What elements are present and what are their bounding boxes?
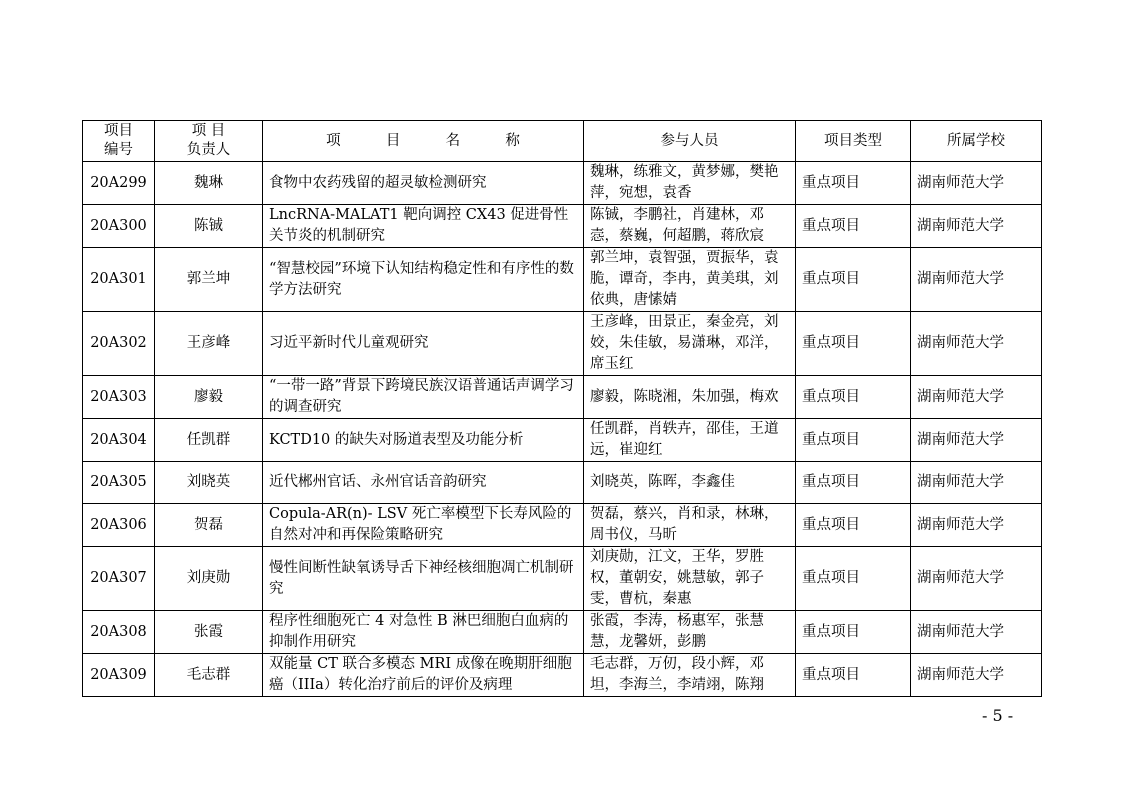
project-members: 毛志群，万仞，段小辉，邓坦，李海兰，李靖翊，陈翔	[584, 654, 796, 697]
project-leader: 张霞	[155, 611, 263, 654]
project-school: 湖南师范大学	[911, 611, 1042, 654]
project-name: Copula-AR(n)- LSV 死亡率模型下长寿风险的自然对冲和再保险策略研究	[263, 504, 584, 547]
project-school: 湖南师范大学	[911, 162, 1042, 205]
project-school: 湖南师范大学	[911, 654, 1042, 697]
project-name: “智慧校园”环境下认知结构稳定性和有序性的数学方法研究	[263, 248, 584, 312]
header-type	[796, 121, 911, 162]
table-header	[83, 121, 1042, 162]
table-row	[83, 248, 1042, 312]
header-leader-text: 项 目 负责人	[186, 123, 231, 158]
table-row	[83, 611, 1042, 654]
project-members: 刘庚勋，江文，王华，罗胜权，董朝安，姚慧敏，郭子雯，曹杭，秦惠	[584, 547, 796, 611]
project-members: 陈铖，李鹏社，肖建林，邓悫，蔡巍，何超鹏，蒋欣宸	[584, 205, 796, 248]
header-name	[263, 121, 584, 162]
header-leader	[155, 121, 263, 162]
project-leader: 陈铖	[155, 205, 263, 248]
project-type: 重点项目	[796, 504, 911, 547]
project-leader: 魏琳	[155, 162, 263, 205]
header-name-text: 项 目 名 称	[326, 132, 520, 149]
project-code: 20A308	[83, 611, 155, 654]
header-row	[83, 121, 1042, 162]
project-name: 程序性细胞死亡 4 对急性 B 淋巴细胞白血病的抑制作用研究	[263, 611, 584, 654]
project-type: 重点项目	[796, 312, 911, 376]
project-code: 20A303	[83, 376, 155, 419]
project-name: KCTD10 的缺失对肠道表型及功能分析	[263, 419, 584, 462]
header-code	[83, 121, 155, 162]
table-row	[83, 654, 1042, 697]
project-school: 湖南师范大学	[911, 312, 1042, 376]
project-leader: 王彦峰	[155, 312, 263, 376]
project-members: 廖毅，陈晓湘，朱加强，梅欢	[584, 376, 796, 419]
table-row	[83, 504, 1042, 547]
table-row	[83, 419, 1042, 462]
table-row	[83, 547, 1042, 611]
project-code: 20A302	[83, 312, 155, 376]
project-type: 重点项目	[796, 654, 911, 697]
project-type: 重点项目	[796, 462, 911, 504]
project-members: 张霞，李涛，杨惠军，张慧慧，龙馨妍，彭鹏	[584, 611, 796, 654]
project-code: 20A309	[83, 654, 155, 697]
project-school: 湖南师范大学	[911, 205, 1042, 248]
project-members: 贺磊，蔡兴，肖和录，林琳，周书仪，马昕	[584, 504, 796, 547]
project-type: 重点项目	[796, 611, 911, 654]
header-members-text: 参与人员	[660, 132, 719, 149]
project-name: 习近平新时代儿童观研究	[263, 312, 584, 376]
project-name: LncRNA-MALAT1 靶向调控 CX43 促进骨性关节炎的机制研究	[263, 205, 584, 248]
project-leader: 廖毅	[155, 376, 263, 419]
project-code: 20A300	[83, 205, 155, 248]
project-leader: 毛志群	[155, 654, 263, 697]
project-members: 郭兰坤，袁智强，贾振华，袁脆，谭奇，李冉，黄美琪，刘依典，唐愫婧	[584, 248, 796, 312]
project-code: 20A305	[83, 462, 155, 504]
project-leader: 任凯群	[155, 419, 263, 462]
project-code: 20A307	[83, 547, 155, 611]
table-row	[83, 205, 1042, 248]
project-school: 湖南师范大学	[911, 504, 1042, 547]
project-members: 任凯群，肖轶卉，邵佳，王道远，崔迎红	[584, 419, 796, 462]
table-row	[83, 376, 1042, 419]
table-row	[83, 162, 1042, 205]
project-school: 湖南师范大学	[911, 248, 1042, 312]
project-school: 湖南师范大学	[911, 376, 1042, 419]
project-name: 双能量 CT 联合多模态 MRI 成像在晚期肝细胞癌（IIIa）转化治疗前后的评价及病理	[263, 654, 584, 697]
project-members: 魏琳，练雅文，黄梦娜，樊艳萍，宛想，袁香	[584, 162, 796, 205]
project-members: 刘晓英，陈晖，李鑫佳	[584, 462, 796, 504]
project-members: 王彦峰，田景正，秦金亮，刘姣，朱佳敏，易潇琳，邓洋，席玉红	[584, 312, 796, 376]
project-code: 20A306	[83, 504, 155, 547]
project-name: “一带一路”背景下跨境民族汉语普通话声调学习的调查研究	[263, 376, 584, 419]
project-type: 重点项目	[796, 248, 911, 312]
project-leader: 郭兰坤	[155, 248, 263, 312]
project-type: 重点项目	[796, 205, 911, 248]
project-code: 20A299	[83, 162, 155, 205]
page-number: - 5 -	[982, 706, 1014, 725]
project-name: 慢性间断性缺氧诱导舌下神经核细胞凋亡机制研究	[263, 547, 584, 611]
project-leader: 刘庚勋	[155, 547, 263, 611]
project-name: 食物中农药残留的超灵敏检测研究	[263, 162, 584, 205]
project-leader: 刘晓英	[155, 462, 263, 504]
table-body	[83, 162, 1042, 697]
project-type: 重点项目	[796, 376, 911, 419]
project-school: 湖南师范大学	[911, 419, 1042, 462]
project-type: 重点项目	[796, 162, 911, 205]
header-members	[584, 121, 796, 162]
project-school: 湖南师范大学	[911, 462, 1042, 504]
project-code: 20A301	[83, 248, 155, 312]
header-type-text: 项目类型	[824, 132, 882, 149]
project-table	[82, 120, 1042, 697]
project-leader: 贺磊	[155, 504, 263, 547]
header-code-text: 项目 编号	[104, 123, 133, 158]
table-row	[83, 312, 1042, 376]
project-code: 20A304	[83, 419, 155, 462]
project-type: 重点项目	[796, 547, 911, 611]
header-school	[911, 121, 1042, 162]
project-name: 近代郴州官话、永州官话音韵研究	[263, 462, 584, 504]
project-school: 湖南师范大学	[911, 547, 1042, 611]
header-school-text: 所属学校	[947, 132, 1005, 149]
project-type: 重点项目	[796, 419, 911, 462]
table-row	[83, 462, 1042, 504]
